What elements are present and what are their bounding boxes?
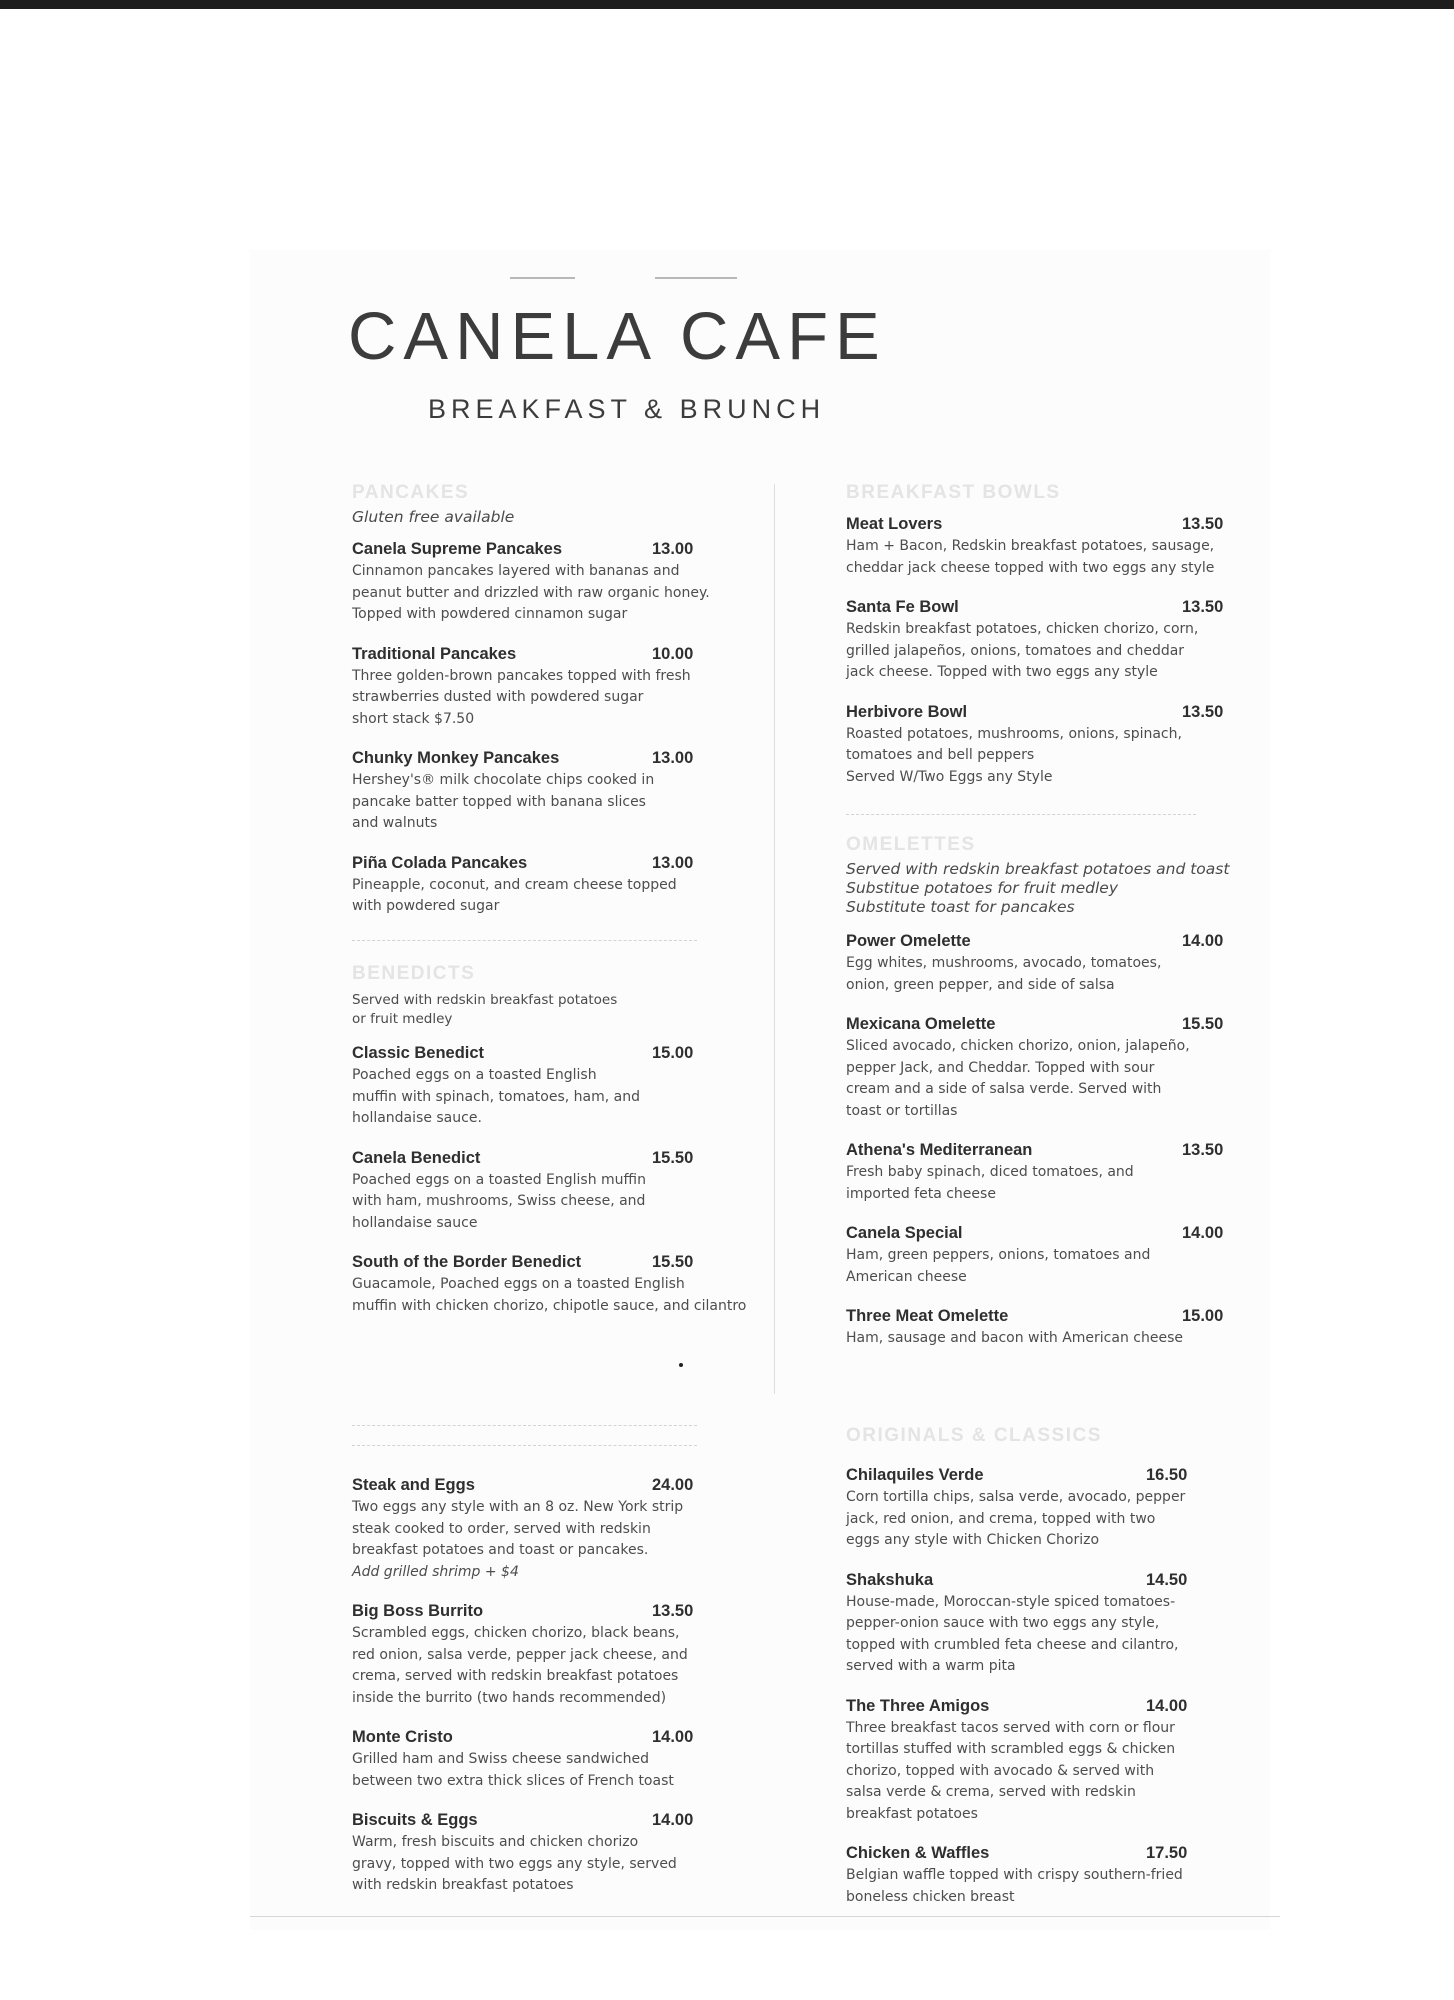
menu-item-price: 15.00 [652,1044,694,1062]
menu-item [352,1725,772,1792]
section-divider [846,814,1196,815]
menu-item [846,700,1256,789]
menu-item-name: Classic Benedict [352,1044,485,1062]
menu-item-price: 15.50 [652,1148,694,1167]
menu-item [846,1221,1256,1288]
description-line: between two extra thick slices of French toast [352,1772,674,1789]
menu-item-name: Canela Special [846,1224,963,1242]
description-line: with redskin breakfast potatoes [352,1877,574,1893]
description-line: Ham, green peppers, onions, tomatoes and [846,1247,1151,1263]
menu-item-name: Chicken & Waffles [846,1844,990,1862]
menu-item-header [846,929,1256,953]
menu-item-header [846,1841,1256,1865]
description-line: pancake batter topped with banana slices [352,793,646,810]
description-line: grilled jalapeños, onions, tomatoes and cheddar [846,642,1185,659]
menu-item-description [352,1497,772,1583]
menu-item [352,1146,772,1235]
description-line: Sliced avocado, chicken chorizo, onion, jalapeño, [846,1038,1190,1054]
menu-item-name: Traditional Pancakes [352,644,517,663]
column-divider [774,484,775,1394]
section-heading: BENEDICTS [352,963,476,984]
menu-item-header [846,1138,1256,1162]
section-heading: BREAKFAST BOWLS [846,482,1061,503]
menu-item-description [846,619,1256,684]
menu-item-price: 13.50 [652,1602,694,1620]
section-note-line: Substitute toast for pancakes [846,898,1075,916]
menu-item-name: Power Omelette [846,932,971,950]
item-list [352,1473,772,1897]
description-line: chorizo, topped with avocado & served with [846,1762,1155,1779]
menu-item-header [846,1221,1256,1245]
description-line: Belgian waffle topped with crispy southern-fried [846,1867,1183,1883]
menu-item-price: 14.00 [1146,1696,1188,1715]
item-list [352,1041,772,1317]
description-line: Two eggs any style with an 8 oz. New York strip [352,1499,684,1515]
menu-item-description [352,1274,772,1317]
description-line: hollandaise sauce [352,1214,478,1231]
description-line: crema, served with redskin breakfast potatoes [352,1668,679,1684]
menu-item-header [352,1599,772,1623]
menu-item-name: Chilaquiles Verde [846,1466,984,1484]
menu-item-name: Steak and Eggs [352,1476,475,1494]
menu-item-price: 15.50 [1182,1015,1224,1033]
menu-item-header [846,512,1256,536]
menu-item-addon: Add grilled shrimp + $4 [352,1563,519,1580]
menu-item [846,929,1256,996]
description-line: tomatoes and bell peppers [846,747,1035,763]
menu-item [352,537,772,626]
menu-item [846,1841,1256,1908]
description-line: American cheese [846,1268,967,1285]
menu-item-description [846,1036,1256,1122]
menu-item-description [846,1245,1256,1288]
menu-subtitle: BREAKFAST & BRUNCH [428,394,826,424]
description-line: Hershey's® milk chocolate chips cooked in [352,772,655,788]
description-line: boneless chicken breast [846,1888,1015,1905]
section-divider [352,1445,697,1446]
item-list [352,537,772,918]
menu-item-header [352,1146,772,1170]
menu-item-name: Big Boss Burrito [352,1602,484,1620]
description-line: Ham, sausage and bacon with American cheese [846,1330,1183,1346]
menu-item-price: 13.50 [1182,702,1224,721]
description-line: with ham, mushrooms, Swiss cheese, and [352,1193,646,1209]
menu-item-price: 14.50 [1146,1570,1188,1589]
menu-item-price: 14.00 [652,1728,694,1746]
header-ornament-left [510,277,575,279]
menu-item-description [352,1832,772,1897]
item-list [846,512,1256,788]
menu-item-name: Monte Cristo [352,1728,453,1746]
menu-item [352,1599,772,1709]
section-divider [352,1425,697,1426]
menu-item-name: Biscuits & Eggs [352,1811,478,1829]
menu-item-name: Shakshuka [846,1570,934,1589]
section-breakfast-bowls [846,480,1256,788]
section-note-line: Served with redskin breakfast potatoes and toast [846,860,1230,878]
menu-item-header [352,1250,772,1274]
menu-item-header [352,1473,772,1497]
description-line: jack cheese. Topped with two eggs any style [846,664,1158,680]
section-originals-classics [846,1423,1256,1908]
menu-item-description [352,875,772,918]
scan-speck [679,1363,683,1367]
description-line: eggs any style with Chicken Chorizo [846,1532,1100,1548]
description-line: hollandaise sauce. [352,1110,482,1126]
menu-item-description [846,1328,1256,1350]
description-line: Three breakfast tacos served with corn or flour [846,1719,1175,1736]
menu-item-description [352,1749,772,1792]
menu-item-header [352,642,772,666]
menu-item-price: 17.50 [1146,1844,1188,1862]
menu-item-description [352,561,772,626]
description-line: onion, green pepper, and side of salsa [846,976,1115,993]
menu-item-description [846,1487,1256,1552]
description-line: toast or tortillas [846,1102,958,1119]
menu-item-price: 14.00 [1182,1224,1224,1242]
menu-item-price: 10.00 [652,644,694,663]
item-list [846,1463,1256,1908]
description-line: pepper-onion sauce with two eggs any style, [846,1615,1160,1631]
menu-item-description [352,770,772,835]
description-line: Guacamole, Poached eggs on a toasted English [352,1276,685,1292]
menu-item-price: 13.00 [652,749,694,767]
menu-item-name: Canela Benedict [352,1148,481,1167]
description-line: Poached eggs on a toasted English muffin [352,1171,646,1188]
description-line: salsa verde & crema, served with redskin [846,1784,1136,1800]
header-ornament-right [655,277,737,279]
menu-item [352,851,772,918]
description-line: muffin with chicken chorizo, chipotle sauce, and cilantro [352,1297,747,1314]
description-line: gravy, topped with two eggs any style, served [352,1855,677,1872]
section-note-block [846,860,1256,917]
description-line: Roasted potatoes, mushrooms, onions, spinach, [846,725,1182,742]
description-line: Three golden-brown pancakes topped with fresh [352,667,691,684]
section-divider [352,940,697,941]
menu-item-header [846,1304,1256,1328]
description-line: and walnuts [352,815,438,831]
menu-item-description [846,1592,1256,1678]
description-line: Redskin breakfast potatoes, chicken chorizo, corn, [846,621,1199,637]
menu-item-name: South of the Border Benedict [352,1253,582,1271]
menu-item [846,1694,1256,1826]
menu-item-name: Canela Supreme Pancakes [352,540,563,558]
scan-edge [0,0,1454,9]
menu-item-header [846,1012,1256,1036]
description-line: muffin with spinach, tomatoes, ham, and [352,1088,640,1105]
menu-item-price: 16.50 [1146,1466,1188,1484]
menu-item-header [352,537,772,561]
menu-item [846,1304,1256,1350]
menu-item-header [846,1568,1256,1592]
menu-item-price: 13.00 [652,853,694,872]
menu-item-name: Chunky Monkey Pancakes [352,749,560,767]
menu-item-description [846,724,1256,789]
menu-item [846,1568,1256,1678]
menu-item-description [846,1865,1256,1908]
menu-item-header [352,1041,772,1065]
menu-item-price: 13.00 [652,540,694,558]
menu-item [846,512,1256,579]
description-line: inside the burrito (two hands recommended) [352,1689,667,1706]
menu-item-header [846,595,1256,619]
section-omelettes [846,832,1256,1350]
menu-item-description [352,666,772,731]
menu-item-price: 15.00 [1182,1307,1224,1325]
description-line: Cinnamon pancakes layered with bananas and [352,563,680,579]
menu-item-name: Three Meat Omelette [846,1307,1009,1325]
section-heading: OMELETTES [846,834,976,855]
menu-item [846,1012,1256,1122]
description-line: cheddar jack cheese topped with two eggs any style [846,559,1215,576]
menu-item-description [352,1623,772,1709]
section-note: Gluten free available [352,508,515,526]
description-line: topped with crumbled feta cheese and cilantro, [846,1636,1179,1653]
description-line: with powdered sugar [352,898,500,914]
menu-item [352,1808,772,1897]
section-note-line: or fruit medley [352,1011,453,1027]
menu-item-price: 13.50 [1182,515,1224,533]
menu-item-price: 14.00 [652,1811,694,1829]
menu-item-name: The Three Amigos [846,1696,990,1715]
menu-item-description [352,1065,772,1130]
description-line: House-made, Moroccan-style spiced tomatoes- [846,1593,1176,1610]
description-line: imported feta cheese [846,1185,996,1202]
menu-item-description [846,536,1256,579]
menu-item [846,595,1256,684]
menu-item-name: Herbivore Bowl [846,702,968,721]
menu-item-description [846,953,1256,996]
section-benedicts [352,961,772,1317]
description-line: breakfast potatoes and toast or pancakes. [352,1542,649,1558]
menu-item-price: 15.50 [652,1253,694,1271]
description-line: steak cooked to order, served with redskin [352,1520,651,1537]
menu-item [352,1041,772,1130]
menu-item-description [846,1718,1256,1826]
menu-item-price: 14.00 [1182,932,1224,950]
restaurant-title: CANELA CAFE [348,299,887,374]
description-line: Pineapple, coconut, and cream cheese topped [352,876,677,893]
description-line: Egg whites, mushrooms, avocado, tomatoes, [846,955,1162,971]
menu-item-name: Mexicana Omelette [846,1015,996,1033]
menu-item-price: 13.50 [1182,1141,1224,1159]
description-line: cream and a side of salsa verde. Served with [846,1081,1162,1097]
description-line: Grilled ham and Swiss cheese sandwiched [352,1751,650,1767]
menu-item [352,1250,772,1317]
description-line: Served W/Two Eggs any Style [846,768,1053,785]
description-line: jack, red onion, and crema, topped with two [846,1510,1156,1527]
section-note-line: Served with redskin breakfast potatoes [352,992,618,1008]
menu-item-name: Meat Lovers [846,515,943,533]
menu-item-header [846,1463,1256,1487]
menu-item [352,746,772,835]
description-line: Warm, fresh biscuits and chicken chorizo [352,1834,639,1850]
description-line: Corn tortilla chips, salsa verde, avocado, pepper [846,1489,1186,1505]
menu-item [846,1138,1256,1205]
item-list [846,929,1256,1350]
menu-item-header [352,1725,772,1749]
section-specials [352,1465,772,1897]
description-line: Topped with powdered cinnamon sugar [352,606,628,622]
menu-item-header [846,1694,1256,1718]
menu-item [352,1473,772,1583]
paper-edge-line [250,1916,1280,1917]
description-line: Fresh baby spinach, diced tomatoes, and [846,1164,1134,1180]
description-line: peanut butter and drizzled with raw organic honey. [352,584,710,601]
menu-item-header [352,1808,772,1832]
section-note-block [352,991,772,1029]
section-heading: PANCAKES [352,482,470,503]
section-note-line: Substitue potatoes for fruit medley [846,879,1119,897]
menu-item-name: Piña Colada Pancakes [352,853,528,872]
description-line: short stack $7.50 [352,710,475,727]
description-line: strawberries dusted with powdered sugar [352,689,644,705]
menu-item-price: 24.00 [652,1476,694,1494]
description-line: Scrambled eggs, chicken chorizo, black beans, [352,1625,680,1641]
menu-item-description [352,1170,772,1235]
menu-item-header [352,746,772,770]
description-line: red onion, salsa verde, pepper jack cheese, and [352,1646,688,1663]
menu-item-header [846,700,1256,724]
menu-item [846,1463,1256,1552]
description-line: tortillas stuffed with scrambled eggs & chicken [846,1741,1176,1757]
menu-item [352,642,772,731]
description-line: Ham + Bacon, Redskin breakfast potatoes, sausage, [846,538,1215,554]
description-line: pepper Jack, and Cheddar. Topped with sour [846,1059,1155,1076]
description-line: Poached eggs on a toasted English [352,1067,597,1083]
menu-item-name: Santa Fe Bowl [846,598,959,616]
menu-item-header [352,851,772,875]
section-heading: ORIGINALS & CLASSICS [846,1425,1102,1446]
description-line: breakfast potatoes [846,1805,978,1822]
description-line: served with a warm pita [846,1658,1016,1674]
menu-item-price: 13.50 [1182,598,1224,616]
section-pancakes [352,480,772,918]
menu-item-name: Athena's Mediterranean [846,1141,1033,1159]
menu-item-description [846,1162,1256,1205]
